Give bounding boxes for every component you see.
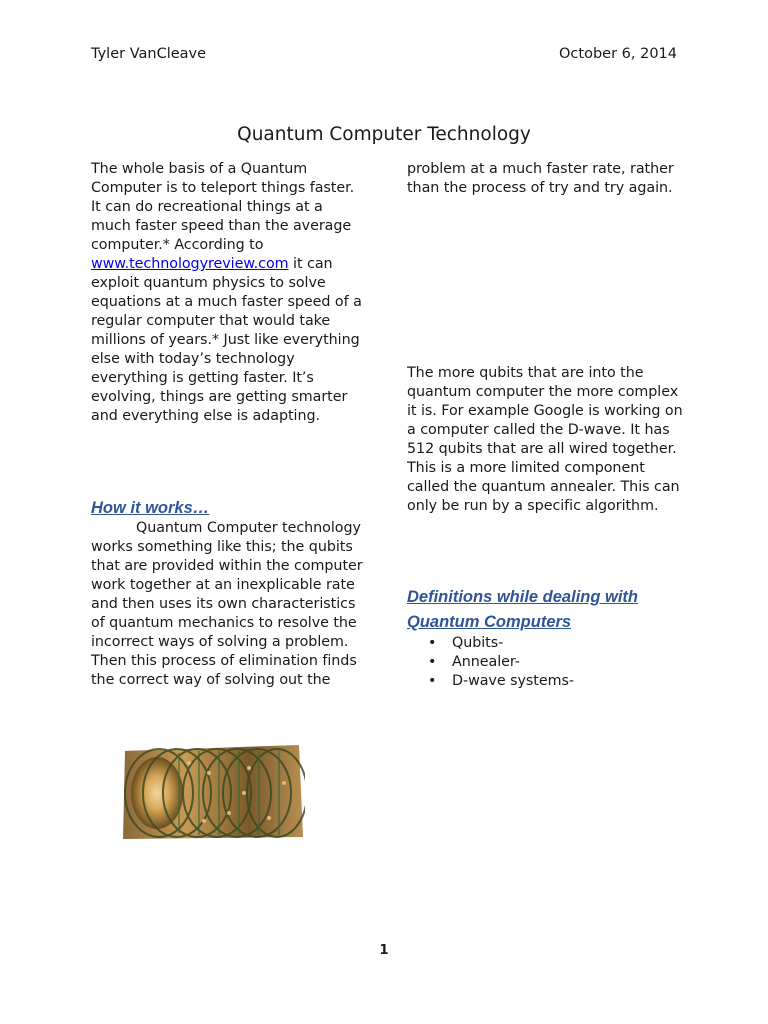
intro-text-after-link: it can exploit quantum physics to solve equations at a much faster speed of a regular computer that would take millions of years.* Just like everything else with today’s technology everything is getting faster. It’s evolving, things are getting smarter and everything else is adapting. [91, 256, 362, 424]
header-date: October 6, 2014 [559, 46, 677, 62]
technologyreview-link[interactable]: www.technologyreview.com [91, 256, 289, 272]
how-it-works-continued: problem at a much faster rate, rather than the process of try and try again. [407, 161, 674, 196]
list-item: • Annealer- [407, 653, 574, 672]
intro-text-before-link: The whole basis of a Quantum Computer is to teleport things faster. It can do recreational things at a much faster speed than the average computer.* According to [91, 161, 355, 253]
page-number: 1 [379, 943, 389, 958]
how-it-works-paragraph [91, 519, 366, 690]
qubits-paragraph: The more qubits that are into the quantum computer the more complex it is. For example Google is working on a computer called the D-wave. It has 512 qubits that are all wired together. This is a more limited component called the quantum annealer. This can only be run by a specific algorithm. [407, 365, 683, 514]
list-item: • D-wave systems- [407, 672, 574, 691]
column-two [407, 160, 687, 198]
list-item: • Qubits- [407, 634, 574, 653]
intro-paragraph [91, 160, 366, 426]
how-it-works-heading: How it works… [91, 499, 210, 517]
header-author: Tyler VanCleave [91, 46, 207, 62]
definitions-heading: Definitions while dealing with Quantum Computers [407, 588, 639, 631]
how-it-works-text: Quantum Computer technology works something like this; the qubits that are provided within the computer work together at an inexplicable rate and then uses its own characteristics of quantum mechanics to resolve the incorrect ways of solving a problem. Then this process of elimination finds the correct way of solving out the [91, 520, 363, 688]
definitions-list [407, 634, 574, 691]
document-title: Quantum Computer Technology [237, 124, 531, 145]
quantum-computer-image [119, 743, 305, 841]
